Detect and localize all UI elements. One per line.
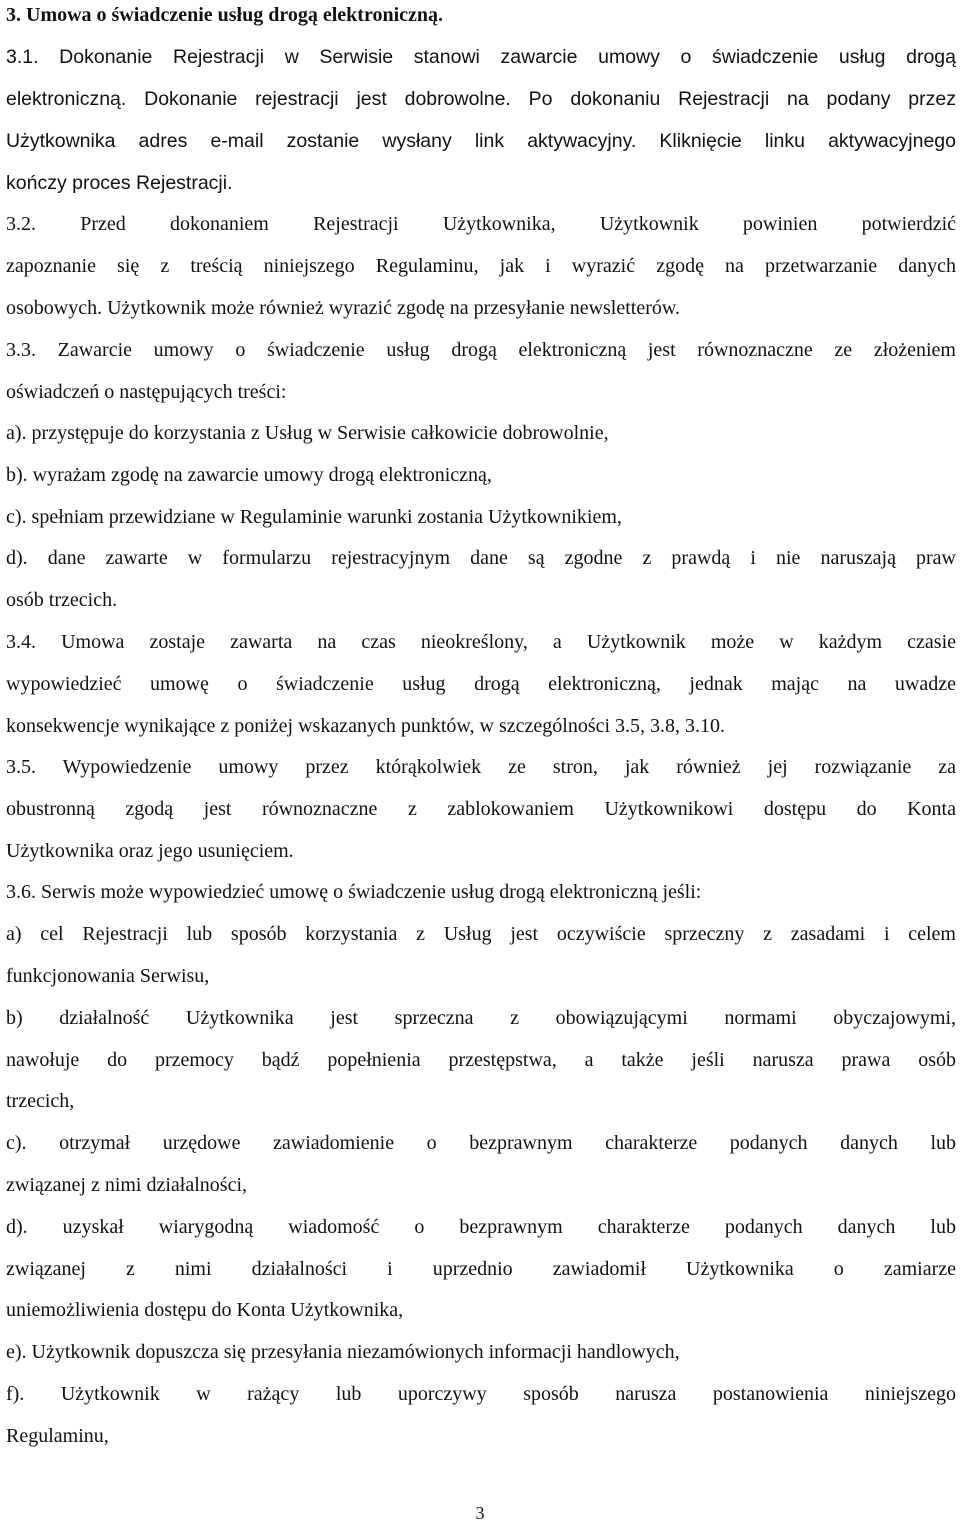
paragraph-line: osobowych. Użytkownik może również wyrazić zgodę na przesyłanie newsletterów.	[6, 297, 681, 319]
paragraph-line: elektroniczną. Dokonanie rejestracji jest dobrowolne. Po dokonaniu Rejestracji na podany przez	[6, 88, 956, 110]
list-item: a) cel Rejestracji lub sposób korzystania z Usług jest oczywiście sprzeczny z zasadami i celem	[6, 923, 956, 945]
paragraph-line: konsekwencje wynikające z poniżej wskazanych punktów, w szczególności 3.5, 3.8, 3.10.	[6, 715, 726, 737]
list-item: związanej z nimi działalności i uprzednio zawiadomił Użytkownika o zamiarze	[6, 1258, 956, 1280]
paragraph-line: 3.5. Wypowiedzenie umowy przez którąkolwiek ze stron, jak również jej rozwiązanie za	[6, 756, 956, 778]
list-item: nawołuje do przemocy bądź popełnienia przestępstwa, a także jeśli narusza prawa osób	[6, 1049, 956, 1071]
paragraph-line: zapoznanie się z treścią niniejszego Regulaminu, jak i wyrazić zgodę na przetwarzanie danych	[6, 255, 956, 277]
section-heading: 3. Umowa o świadczenie usług drogą elektroniczną.	[6, 4, 444, 26]
paragraph-line: 3.1. Dokonanie Rejestracji w Serwisie stanowi zawarcie umowy o świadczenie usług drogą	[6, 46, 956, 68]
list-item: d). uzyskał wiarygodną wiadomość o bezprawnym charakterze podanych danych lub	[6, 1216, 956, 1238]
paragraph-line: wypowiedzieć umowę o świadczenie usług drogą elektroniczną, jednak mając na uwadze	[6, 673, 956, 695]
list-item: funkcjonowania Serwisu,	[6, 965, 210, 987]
list-item: e). Użytkownik dopuszcza się przesyłania niezamówionych informacji handlowych,	[6, 1341, 680, 1363]
list-item: trzecich,	[6, 1090, 75, 1112]
list-item: c). otrzymał urzędowe zawiadomienie o bezprawnym charakterze podanych danych lub	[6, 1132, 956, 1154]
list-item: a). przystępuje do korzystania z Usług w Serwisie całkowicie dobrowolnie,	[6, 422, 609, 444]
paragraph-line: 3.4. Umowa zostaje zawarta na czas nieokreślony, a Użytkownik może w każdym czasie	[6, 631, 956, 653]
list-item: d). dane zawarte w formularzu rejestracyjnym dane są zgodne z prawdą i nie naruszają praw	[6, 547, 956, 569]
paragraph-line: obustronną zgodą jest równoznaczne z zablokowaniem Użytkownikowi dostępu do Konta	[6, 798, 956, 820]
paragraph-line: Użytkownika adres e-mail zostanie wysłany link aktywacyjny. Kliknięcie linku aktywacyjnego	[6, 130, 956, 152]
list-item: osób trzecich.	[6, 589, 118, 611]
page-number: 3	[475, 1503, 485, 1523]
paragraph-line: 3.6. Serwis może wypowiedzieć umowę o świadczenie usług drogą elektroniczną jeśli:	[6, 881, 702, 903]
list-item: b). wyrażam zgodę na zawarcie umowy drogą elektroniczną,	[6, 464, 492, 486]
list-item: c). spełniam przewidziane w Regulaminie warunki zostania Użytkownikiem,	[6, 506, 622, 528]
paragraph-line: kończy proces Rejestracji.	[6, 172, 233, 194]
paragraph-line: Użytkownika oraz jego usunięciem.	[6, 840, 294, 862]
list-item: Regulaminu,	[6, 1425, 109, 1447]
list-item: f). Użytkownik w rażący lub uporczywy sposób narusza postanowienia niniejszego	[6, 1383, 956, 1405]
list-item: związanej z nimi działalności,	[6, 1174, 248, 1196]
paragraph-line: 3.3. Zawarcie umowy o świadczenie usług drogą elektroniczną jest równoznaczne ze złożeniem	[6, 339, 956, 361]
paragraph-line: oświadczeń o następujących treści:	[6, 381, 287, 403]
list-item: b) działalność Użytkownika jest sprzeczna z obowiązującymi normami obyczajowymi,	[6, 1007, 956, 1029]
list-item: uniemożliwienia dostępu do Konta Użytkownika,	[6, 1299, 404, 1321]
paragraph-line: 3.2. Przed dokonaniem Rejestracji Użytkownika, Użytkownik powinien potwierdzić	[6, 213, 956, 235]
